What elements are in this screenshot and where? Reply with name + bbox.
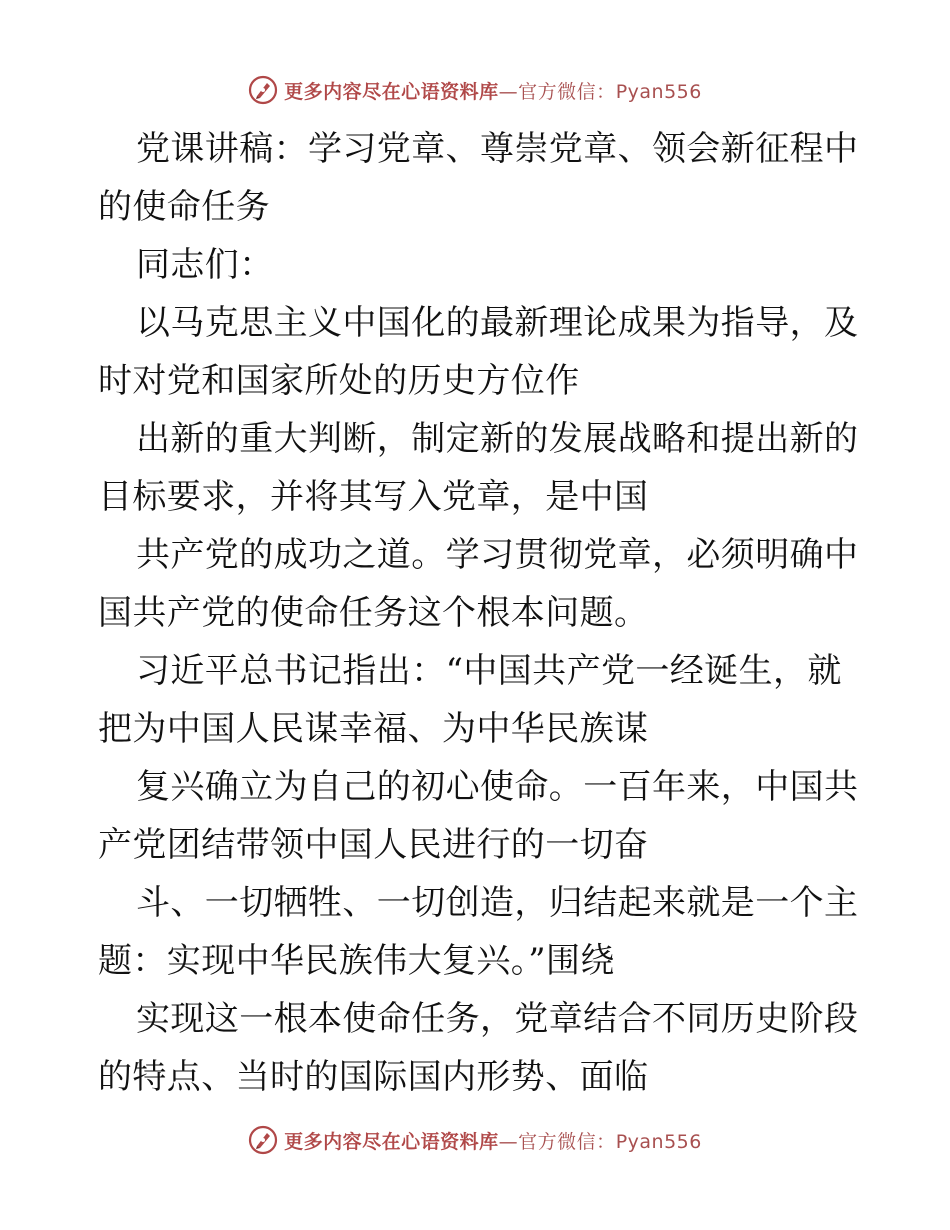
paragraph-line: 以马克思主义中国化的最新理论成果为指导，及 xyxy=(136,303,859,343)
pen-logo-icon xyxy=(248,1125,278,1155)
banner-main-text: 更多内容尽在心语资料库 xyxy=(284,80,499,103)
paragraph-line: 出新的重大判断，制定新的发展战略和提出新的 xyxy=(136,419,859,459)
banner-account: Pyan556 xyxy=(615,1130,702,1153)
banner-sub-text: 官方微信： xyxy=(518,80,616,103)
banner-main-text: 更多内容尽在心语资料库 xyxy=(284,1130,499,1153)
salutation: 同志们： xyxy=(136,245,274,285)
paragraph-line: 目标要求，并将其写入党章，是中国 xyxy=(98,477,649,517)
document-body xyxy=(98,120,858,1106)
paragraph-line: 题：实现中华民族伟大复兴。”围绕 xyxy=(98,941,615,981)
paragraph-line: 把为中国人民谋幸福、为中华民族谋 xyxy=(98,709,649,749)
paragraph-line: 复兴确立为自己的初心使命。一百年来，中国共 xyxy=(136,767,859,807)
banner-text xyxy=(284,1127,702,1154)
paragraph-line: 共产党的成功之道。学习贯彻党章，必须明确中 xyxy=(136,535,859,575)
paragraph-line: 习近平总书记指出：“中国共产党一经诞生，就 xyxy=(136,651,842,691)
banner-account: Pyan556 xyxy=(615,80,702,103)
paragraph-line: 时对党和国家所处的历史方位作 xyxy=(98,361,580,401)
banner-separator: — xyxy=(498,1130,519,1153)
paragraph-line: 实现这一根本使命任务，党章结合不同历史阶段 xyxy=(136,999,859,1039)
paragraph-line: 斗、一切牺牲、一切创造，归结起来就是一个主 xyxy=(136,883,859,923)
banner-text xyxy=(284,77,702,104)
header-banner xyxy=(0,70,950,110)
banner-sub-text: 官方微信： xyxy=(518,1130,616,1153)
doc-title-line-cont: 的使命任务 xyxy=(98,187,270,227)
footer-banner xyxy=(0,1120,950,1160)
paragraph-line: 的特点、当时的国际国内形势、面临 xyxy=(98,1057,649,1097)
doc-title-line: 党课讲稿：学习党章、尊崇党章、领会新征程中 xyxy=(136,129,859,169)
paragraph-line: 国共产党的使命任务这个根本问题。 xyxy=(98,593,649,633)
paragraph-line: 产党团结带领中国人民进行的一切奋 xyxy=(98,825,649,865)
pen-logo-icon xyxy=(248,75,278,105)
banner-separator: — xyxy=(498,80,519,103)
